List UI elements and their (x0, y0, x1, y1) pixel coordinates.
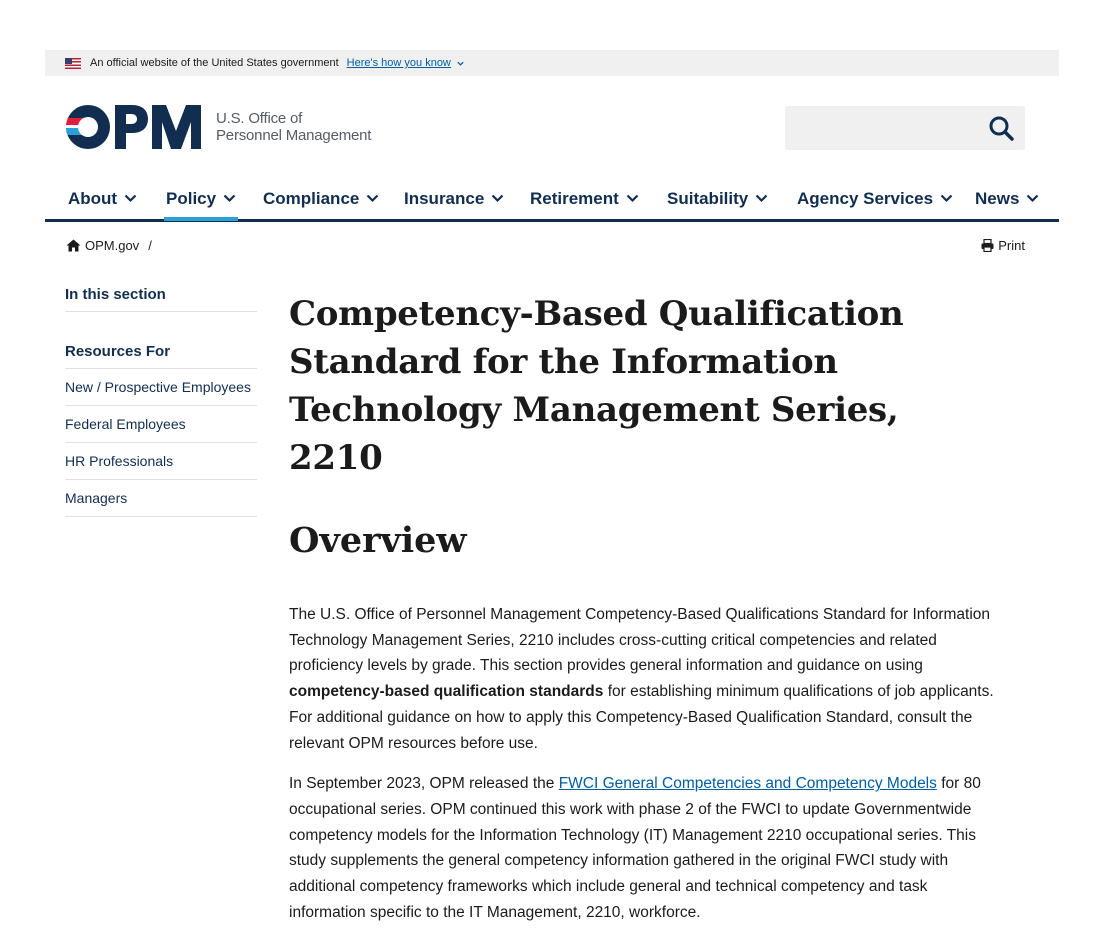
breadcrumb (66, 238, 152, 253)
nav-item-policy[interactable] (166, 178, 236, 219)
gov-banner-text: An official website of the United States government (90, 57, 339, 69)
chevron-down-icon (755, 194, 768, 203)
nav-item-suitability[interactable] (667, 178, 768, 219)
print-label: Print (998, 238, 1025, 253)
nav-item-label: Compliance (263, 188, 360, 208)
home-icon (66, 239, 81, 252)
nav-item-insurance[interactable] (404, 178, 504, 219)
page-title: Competency-Based Qualification Standard for the Information Technology Management Series, 2210 (289, 294, 904, 478)
para1-text-a: The U.S. Office of Personnel Management Competency-Based Qualifications Standard for Information Technology Management Series, 2210 includes cross-cutting critical competencies and related proficiency levels by grade. This section provides general information and guidance on using (289, 606, 991, 675)
chevron-down-icon (456, 59, 465, 68)
nav-item-label: Suitability (667, 188, 749, 208)
chevron-down-icon (626, 194, 639, 203)
logo-text-line2: Personnel Management (216, 127, 372, 144)
nav-item-label: Agency Services (797, 188, 934, 208)
para1-text-b: for establishing minimum qualifications of job applicants. For additional guidance on how to apply this Competency-Based Qualification Standard, consult the relevant OPM resources before use. (289, 683, 994, 752)
para2-text-b: for 80 occupational series. OPM continued this work with phase 2 of the FWCI to update Governmentwide competency models for the Information Technology (IT) Management 2210 occupational series. This study supplements the general competency information gathered in the original FWCI study with additional competency frameworks which include general and technical competency and task information specific to the IT Management, 2210, workforce. (289, 775, 981, 921)
sidebar-heading: In this section (65, 286, 257, 312)
nav-item-label: Policy (166, 188, 217, 208)
nav-item-agency-services[interactable] (797, 178, 953, 219)
main-content (289, 290, 999, 925)
heres-how-you-know-label: Here's how you know (346, 57, 451, 69)
overview-paragraph-1 (289, 602, 999, 756)
breadcrumb-separator: / (148, 238, 152, 253)
sidebar-item-hr-professionals[interactable]: HR Professionals (65, 443, 257, 480)
nav-item-news[interactable] (975, 178, 1039, 219)
opm-logo[interactable] (65, 104, 371, 150)
sidebar-subheading: Resources For (65, 343, 257, 369)
fwci-competency-models-link[interactable]: FWCI General Competencies and Competency Models (558, 775, 937, 793)
nav-item-label: Insurance (404, 188, 485, 208)
heres-how-you-know-link[interactable] (347, 57, 465, 69)
nav-item-retirement[interactable] (530, 178, 639, 219)
overview-paragraph-2 (289, 771, 999, 925)
us-flag-icon (65, 58, 81, 69)
sidebar-item-new-prospective-employees[interactable]: New / Prospective Employees (65, 369, 257, 406)
page (45, 0, 1059, 933)
chevron-down-icon (940, 194, 953, 203)
search-icon[interactable] (987, 114, 1017, 142)
chevron-down-icon (491, 194, 504, 203)
nav-item-label: About (68, 188, 118, 208)
breadcrumb-home-link[interactable]: OPM.gov (85, 238, 140, 253)
chevron-down-icon (1026, 194, 1039, 203)
nav-item-label: News (975, 188, 1020, 208)
para1-bold: competency-based qualification standards (289, 683, 604, 701)
main-nav (45, 178, 1059, 222)
chevron-down-icon (124, 194, 137, 203)
section-sidebar (65, 286, 257, 517)
chevron-down-icon (366, 194, 379, 203)
official-gov-banner (45, 50, 1059, 76)
logo-text-line1: U.S. Office of (216, 110, 303, 127)
print-button[interactable] (981, 238, 1025, 253)
printer-icon (981, 239, 994, 252)
opm-logo-mark (65, 104, 202, 150)
nav-item-about[interactable] (68, 178, 137, 219)
chevron-down-icon (223, 194, 236, 203)
section-heading: Overview (289, 520, 467, 561)
sidebar-item-federal-employees[interactable]: Federal Employees (65, 406, 257, 443)
sidebar-item-managers[interactable]: Managers (65, 480, 257, 517)
opm-logo-text (216, 110, 371, 144)
para2-text-a: In September 2023, OPM released the (289, 775, 559, 793)
search-input[interactable] (785, 106, 1025, 150)
nav-item-compliance[interactable] (263, 178, 379, 219)
nav-item-label: Retirement (530, 188, 619, 208)
